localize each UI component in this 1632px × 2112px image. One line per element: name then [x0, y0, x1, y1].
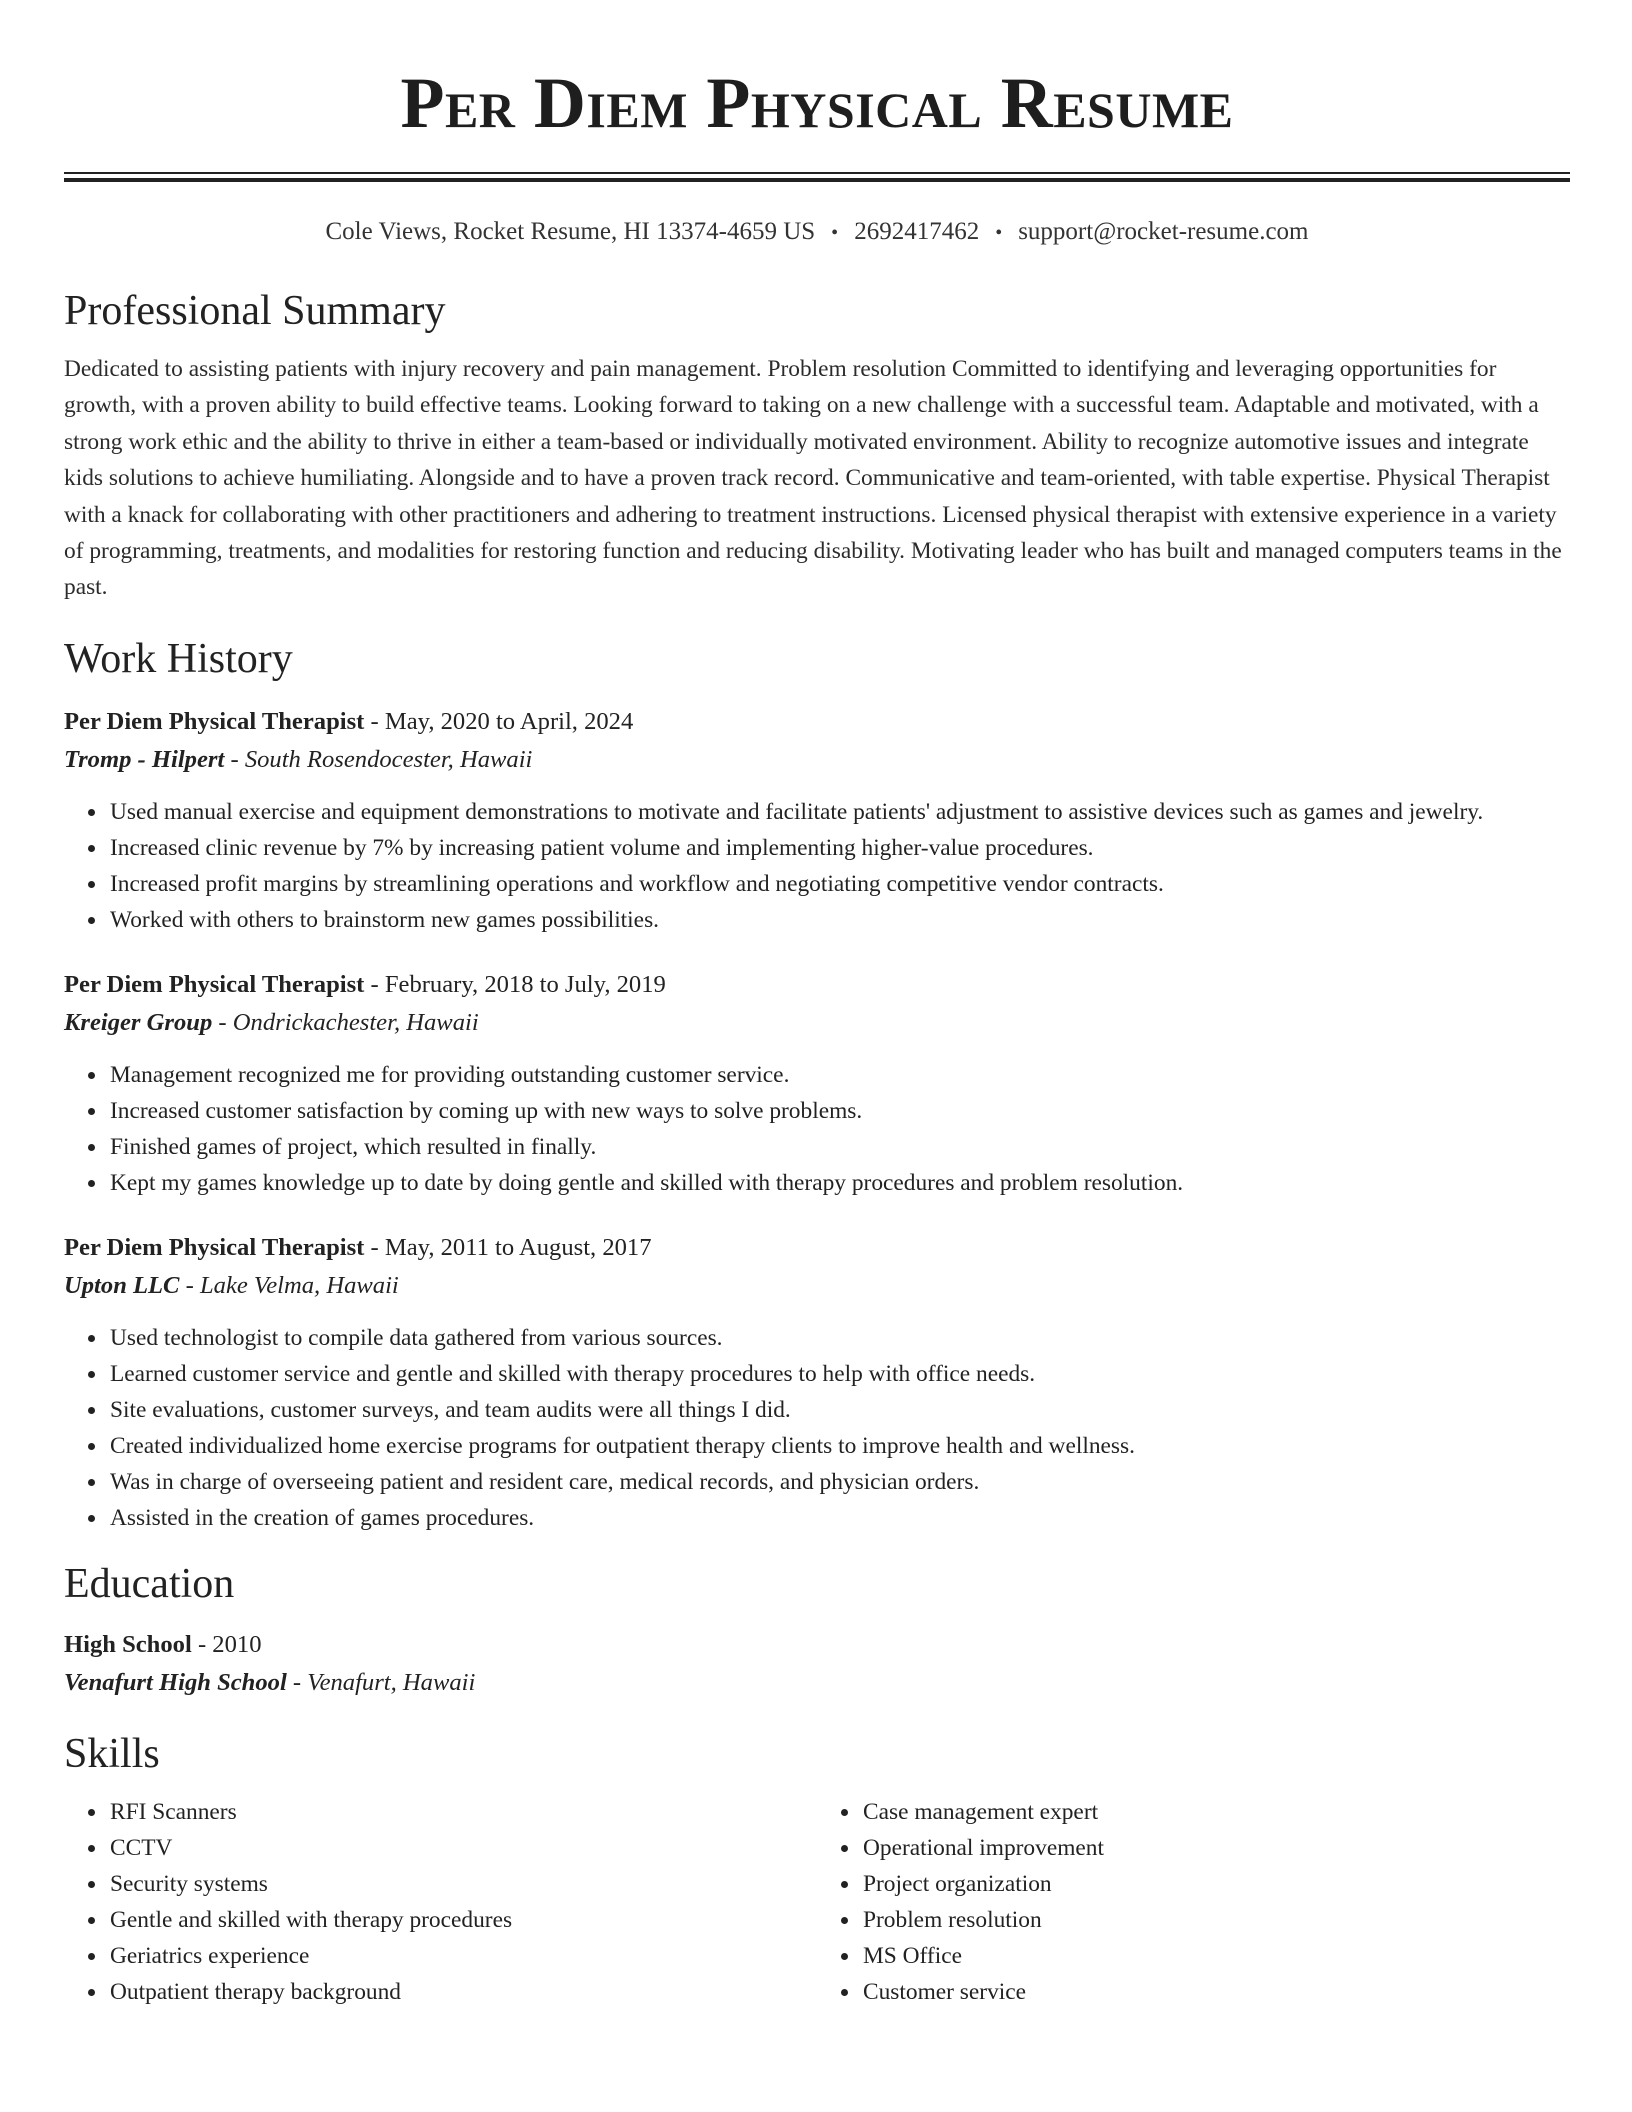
degree: High School — [64, 1630, 192, 1658]
job-duty: • Used technologist to compile data gathered from various sources. — [108, 1320, 1570, 1356]
job-duties — [64, 1320, 1570, 1536]
graduation-year: 2010 — [212, 1630, 262, 1658]
degree-line: High School - 2010 — [64, 1630, 262, 1658]
skill-item: • Outpatient therapy background — [108, 1974, 817, 2010]
contact-address: Cole Views, Rocket Resume, HI 13374-4659 US — [325, 218, 816, 245]
job-entry — [64, 703, 1570, 938]
company-name: Kreiger Group — [64, 1008, 213, 1036]
skill-item: • Security systems — [108, 1866, 817, 1902]
education-heading: Education — [64, 1560, 235, 1607]
job-duties — [64, 1057, 1570, 1201]
contact-separator: • — [995, 222, 1003, 244]
job-duty: • Was in charge of overseeing patient and resident care, medical records, and physician orders. — [108, 1464, 1570, 1500]
job-duty: • Assisted in the creation of games procedures. — [108, 1500, 1570, 1536]
company-line: Kreiger Group - Ondrickachester, Hawaii — [64, 1008, 479, 1036]
job-title: Per Diem Physical Therapist — [64, 1233, 365, 1261]
contact-email: support@rocket-resume.com — [1018, 218, 1309, 245]
company-line: Upton LLC - Lake Velma, Hawaii — [64, 1271, 399, 1299]
skill-item: • Customer service — [861, 1974, 1570, 2010]
skill-item: • Gentle and skilled with therapy procedures — [108, 1902, 817, 1938]
summary-heading: Professional Summary — [64, 288, 446, 334]
skills-list-left — [64, 1794, 817, 2010]
company-line: Tromp - Hilpert - South Rosendocester, Hawaii — [64, 745, 533, 773]
skills-columns — [64, 1794, 1570, 2010]
work-history-heading: Work History — [64, 635, 293, 682]
contact-separator: • — [831, 222, 839, 244]
job-title-line: Per Diem Physical Therapist - May, 2011 to August, 2017 — [64, 1233, 652, 1261]
job-duty: • Finished games of project, which resulted in finally. — [108, 1129, 1570, 1165]
company-name: Tromp - Hilpert — [64, 745, 225, 773]
skill-item: • RFI Scanners — [108, 1794, 817, 1830]
job-duties — [64, 794, 1570, 938]
job-dates: May, 2020 to April, 2024 — [384, 707, 634, 735]
job-title: Per Diem Physical Therapist — [64, 707, 365, 735]
company-location: South Rosendocester, Hawaii — [244, 745, 533, 773]
contact-phone: 2692417462 — [854, 218, 980, 245]
school-name: Venafurt High School — [64, 1668, 287, 1696]
school-location: Venafurt, Hawaii — [307, 1668, 476, 1696]
company-location: Ondrickachester, Hawaii — [232, 1008, 479, 1036]
company-name: Upton LLC — [64, 1271, 180, 1299]
contact-info — [64, 216, 1570, 249]
job-dates: May, 2011 to August, 2017 — [384, 1233, 652, 1261]
company-location: Lake Velma, Hawaii — [199, 1271, 399, 1299]
job-entry — [64, 1229, 1570, 1536]
job-duty: • Management recognized me for providing outstanding customer service. — [108, 1057, 1570, 1093]
skill-item: • Case management expert — [861, 1794, 1570, 1830]
skills-heading: Skills — [64, 1730, 160, 1777]
job-duty: • Learned customer service and gentle and skilled with therapy procedures to help with office needs. — [108, 1356, 1570, 1392]
job-duty: • Site evaluations, customer surveys, and team audits were all things I did. — [108, 1392, 1570, 1428]
job-duty: • Used manual exercise and equipment demonstrations to motivate and facilitate patients' adjustment to assistive devices such as games and jewelry. — [108, 794, 1570, 830]
resume-page — [64, 0, 1570, 2010]
summary-text: Dedicated to assisting patients with injury recovery and pain management. Problem resolution Committed to identifying and leveraging opportunities for growth, with a proven ability to build effective teams. Looking forward to taking on a new challenge with a successful team. Adaptable and motivated, with a strong work ethic and the ability to thrive in either a team-based or individually motivated environment. Ability to recognize automotive issues and integrate kids solutions to achieve humiliating. Alongside and to have a proven track record. Communicative and team-oriented, with table expertise. Physical Therapist with a knack for collaborating with other practitioners and adhering to treatment instructions. Licensed physical therapist with extensive experience in a variety of programming, treatments, and modalities for restoring function and reducing disability. Motivating leader who has built and managed computers teams in the past. — [64, 356, 1562, 601]
job-duty: • Increased customer satisfaction by coming up with new ways to solve problems. — [108, 1093, 1570, 1129]
skill-item: • MS Office — [861, 1938, 1570, 1974]
skill-item: • Problem resolution — [861, 1902, 1570, 1938]
skill-item: • Project organization — [861, 1866, 1570, 1902]
job-title-line: Per Diem Physical Therapist - May, 2020 to April, 2024 — [64, 707, 634, 735]
job-duty: • Increased profit margins by streamlining operations and workflow and negotiating competitive vendor contracts. — [108, 866, 1570, 902]
skills-list-right — [817, 1794, 1570, 2010]
job-entry — [64, 966, 1570, 1201]
skill-item: • CCTV — [108, 1830, 817, 1866]
skill-item: • Operational improvement — [861, 1830, 1570, 1866]
school-line: Venafurt High School - Venafurt, Hawaii — [64, 1668, 476, 1696]
job-dates: February, 2018 to July, 2019 — [384, 970, 666, 998]
education-entry — [64, 1626, 1570, 1702]
title-divider — [64, 172, 1570, 182]
job-duty: • Worked with others to brainstorm new games possibilities. — [108, 902, 1570, 938]
job-title: Per Diem Physical Therapist — [64, 970, 365, 998]
job-duty: • Kept my games knowledge up to date by doing gentle and skilled with therapy procedures and problem resolution. — [108, 1165, 1570, 1201]
skill-item: • Geriatrics experience — [108, 1938, 817, 1974]
job-duty: • Created individualized home exercise programs for outpatient therapy clients to improve health and wellness. — [108, 1428, 1570, 1464]
resume-title: Per Diem Physical Resume — [400, 63, 1234, 143]
job-duty: • Increased clinic revenue by 7% by increasing patient volume and implementing higher-value procedures. — [108, 830, 1570, 866]
job-title-line: Per Diem Physical Therapist - February, 2018 to July, 2019 — [64, 970, 666, 998]
